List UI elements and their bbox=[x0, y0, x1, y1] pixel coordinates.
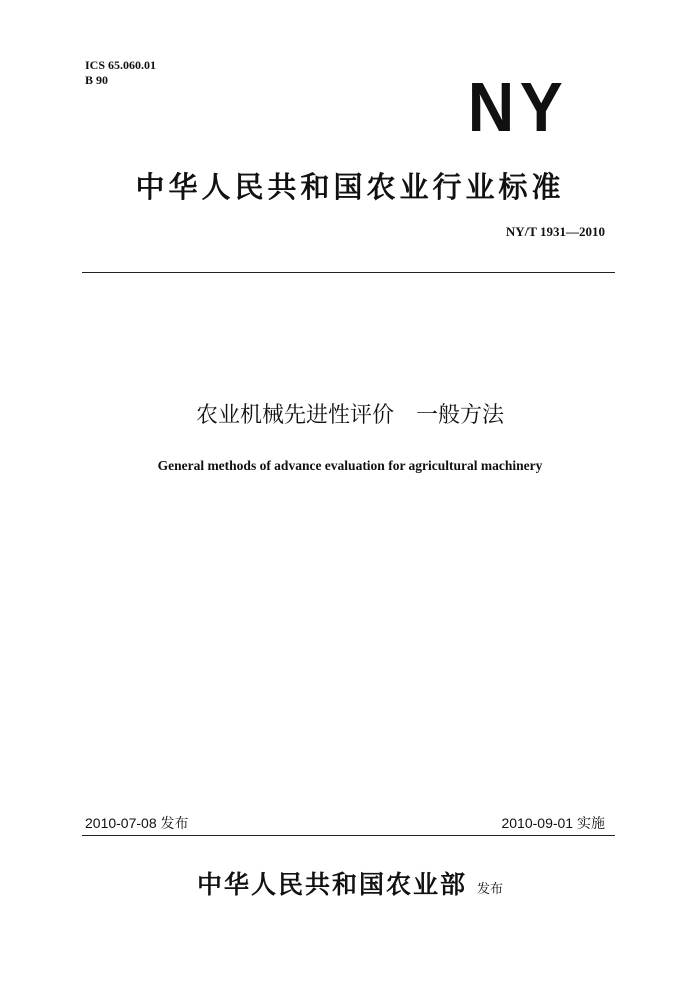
ccs-code: B 90 bbox=[85, 73, 109, 87]
issue-date: 2010-07-08 发布 bbox=[85, 815, 189, 831]
ics-code: ICS 65.060.01 bbox=[85, 58, 157, 72]
footer-divider bbox=[82, 835, 615, 836]
classification-codes bbox=[85, 58, 156, 88]
publisher-suffix: 发布 bbox=[477, 882, 504, 897]
header-divider bbox=[82, 272, 615, 273]
implementation-date: 2010-09-01 实施 bbox=[501, 815, 605, 831]
document-title-en: General methods of advance evaluation for agricultural machinery bbox=[157, 458, 543, 473]
ny-logo: NY bbox=[467, 68, 568, 146]
publisher-line bbox=[0, 865, 700, 901]
document-title-zh: 农业机械先进性评价 一般方法 bbox=[195, 403, 504, 428]
standard-number: NY/T 1931—2010 bbox=[505, 224, 605, 239]
publisher-name: 中华人民共和国农业部 bbox=[196, 870, 467, 899]
standard-category-title: 中华人民共和国农业行业标准 bbox=[135, 170, 565, 204]
